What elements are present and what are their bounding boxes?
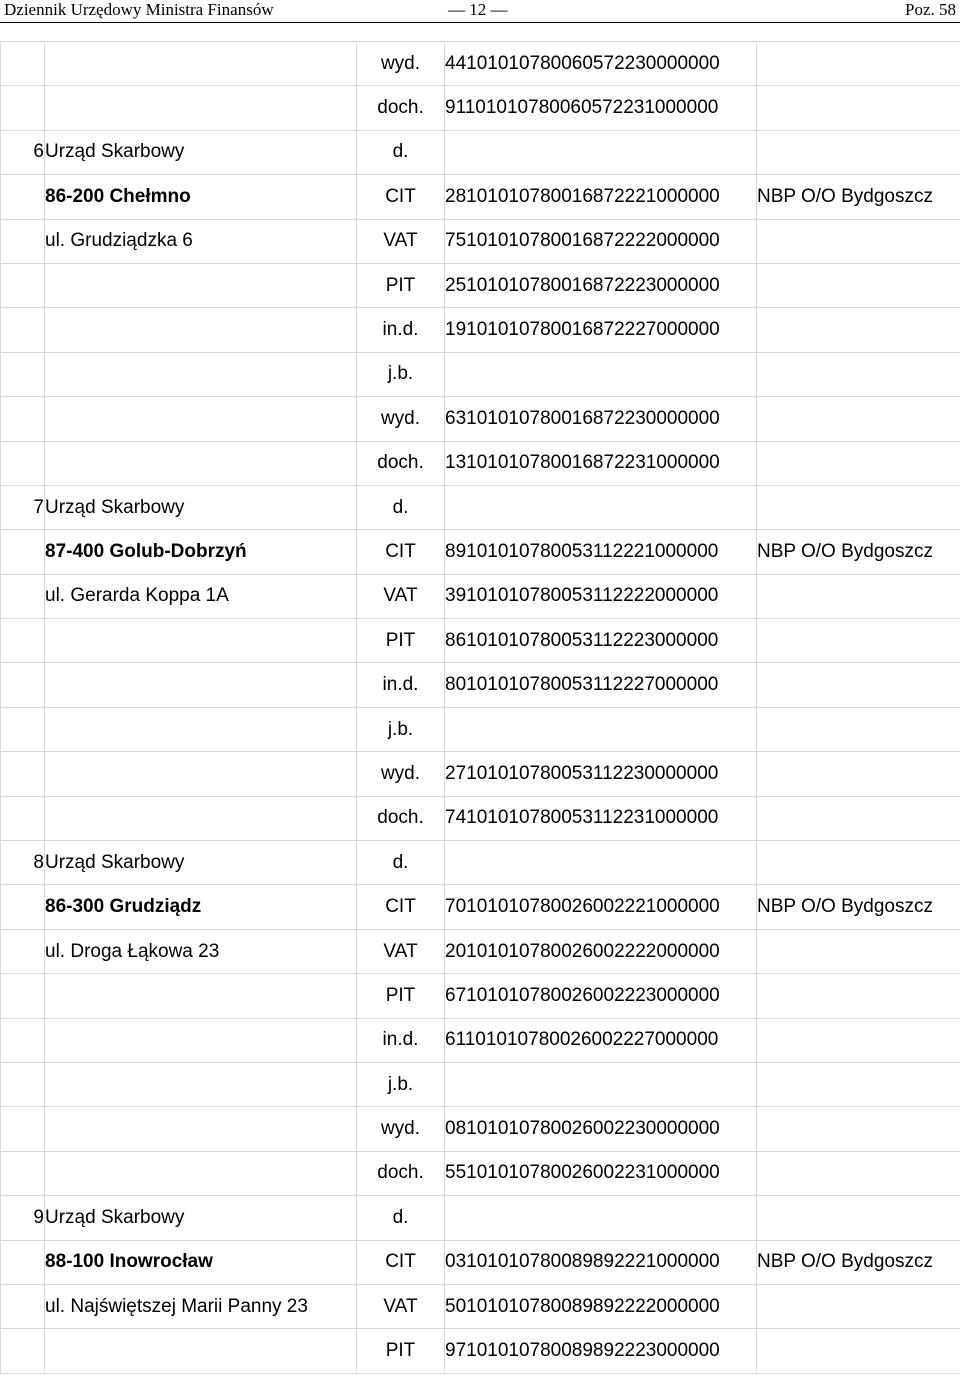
office-number — [1, 707, 45, 751]
bank-name-cell — [757, 441, 960, 485]
bank-name-cell: NBP O/O Bydgoszcz — [757, 175, 960, 219]
bank-name-cell — [757, 1062, 960, 1106]
account-number-cell: 39101010780053112222000000 — [445, 574, 757, 618]
payment-type-cell: CIT — [357, 530, 445, 574]
office-number — [1, 308, 45, 352]
office-number — [1, 441, 45, 485]
office-number — [1, 574, 45, 618]
table-row — [1, 929, 960, 973]
account-number-cell: 27101010780053112230000000 — [445, 752, 757, 796]
payment-type-cell: d. — [357, 485, 445, 529]
bank-name-cell — [757, 42, 960, 86]
payment-type-cell: in.d. — [357, 308, 445, 352]
bank-name-cell — [757, 1196, 960, 1240]
office-name-cell: 87-400 Golub-Dobrzyń — [45, 530, 357, 574]
table-row — [1, 841, 960, 885]
office-number — [1, 42, 45, 86]
bank-name-cell — [757, 574, 960, 618]
table-row — [1, 175, 960, 219]
office-name-cell — [45, 663, 357, 707]
account-number-cell: 03101010780089892221000000 — [445, 1240, 757, 1284]
account-number-cell: 25101010780016872223000000 — [445, 263, 757, 307]
account-number-cell — [445, 707, 757, 751]
bank-name-cell — [757, 130, 960, 174]
office-number — [1, 974, 45, 1018]
account-number-cell — [445, 1062, 757, 1106]
office-number — [1, 1151, 45, 1195]
account-number-cell: 50101010780089892222000000 — [445, 1284, 757, 1328]
payment-type-cell: VAT — [357, 219, 445, 263]
payment-type-cell: in.d. — [357, 1018, 445, 1062]
payment-type-cell: VAT — [357, 929, 445, 973]
bank-name-cell — [757, 86, 960, 130]
office-number — [1, 397, 45, 441]
table-row — [1, 1107, 960, 1151]
payment-type-cell: wyd. — [357, 397, 445, 441]
table-row — [1, 796, 960, 840]
payment-type-cell: PIT — [357, 1329, 445, 1373]
office-name-cell — [45, 796, 357, 840]
table-row — [1, 707, 960, 751]
payment-type-cell: doch. — [357, 1151, 445, 1195]
office-number — [1, 1018, 45, 1062]
office-number — [1, 752, 45, 796]
payment-type-cell: wyd. — [357, 752, 445, 796]
account-number-cell: 55101010780026002231000000 — [445, 1151, 757, 1195]
bank-name-cell — [757, 663, 960, 707]
account-number-cell: 91101010780060572231000000 — [445, 86, 757, 130]
office-number — [1, 885, 45, 929]
office-name-cell — [45, 42, 357, 86]
bank-name-cell — [757, 352, 960, 396]
account-number-cell: 97101010780089892223000000 — [445, 1329, 757, 1373]
office-name-cell — [45, 707, 357, 751]
payment-type-cell: d. — [357, 130, 445, 174]
table-row — [1, 485, 960, 529]
office-number — [1, 1284, 45, 1328]
payment-type-cell: wyd. — [357, 42, 445, 86]
office-name-cell — [45, 1151, 357, 1195]
table-row — [1, 1151, 960, 1195]
bank-name-cell — [757, 1284, 960, 1328]
office-number — [1, 663, 45, 707]
payment-type-cell: PIT — [357, 619, 445, 663]
bank-name-cell — [757, 974, 960, 1018]
table-row — [1, 397, 960, 441]
position-number: Poz. 58 — [905, 0, 956, 19]
account-number-cell: 80101010780053112227000000 — [445, 663, 757, 707]
payment-type-cell: j.b. — [357, 352, 445, 396]
account-number-cell: 20101010780026002222000000 — [445, 929, 757, 973]
bank-name-cell: NBP O/O Bydgoszcz — [757, 530, 960, 574]
office-name-cell: Urząd Skarbowy — [45, 485, 357, 529]
office-name-cell: ul. Droga Łąkowa 23 — [45, 929, 357, 973]
payment-type-cell: doch. — [357, 441, 445, 485]
bank-name-cell — [757, 308, 960, 352]
bank-name-cell — [757, 707, 960, 751]
office-name-cell: Urząd Skarbowy — [45, 1196, 357, 1240]
account-number-cell: 63101010780016872230000000 — [445, 397, 757, 441]
table-row — [1, 308, 960, 352]
office-name-cell: Urząd Skarbowy — [45, 841, 357, 885]
office-number — [1, 219, 45, 263]
payment-type-cell: PIT — [357, 974, 445, 1018]
table-row — [1, 619, 960, 663]
account-number-cell: 13101010780016872231000000 — [445, 441, 757, 485]
bank-name-cell — [757, 1018, 960, 1062]
payment-type-cell: wyd. — [357, 1107, 445, 1151]
payment-type-cell: CIT — [357, 175, 445, 219]
payment-type-cell: in.d. — [357, 663, 445, 707]
journal-title: Dziennik Urzędowy Ministra Finansów — [4, 0, 274, 19]
office-name-cell: 88-100 Inowrocław — [45, 1240, 357, 1284]
office-name-cell — [45, 352, 357, 396]
account-number-cell — [445, 130, 757, 174]
bank-name-cell — [757, 796, 960, 840]
office-number: 6 — [1, 130, 45, 174]
bank-name-cell — [757, 929, 960, 973]
office-name-cell: ul. Gerarda Koppa 1A — [45, 574, 357, 618]
table-row — [1, 1329, 960, 1373]
office-number — [1, 1062, 45, 1106]
account-number-cell: 61101010780026002227000000 — [445, 1018, 757, 1062]
payment-type-cell: CIT — [357, 885, 445, 929]
office-number — [1, 929, 45, 973]
account-number-cell: 28101010780016872221000000 — [445, 175, 757, 219]
office-name-cell — [45, 1062, 357, 1106]
office-name-cell — [45, 619, 357, 663]
account-number-cell — [445, 841, 757, 885]
bank-name-cell: NBP O/O Bydgoszcz — [757, 885, 960, 929]
payment-type-cell: CIT — [357, 1240, 445, 1284]
office-number — [1, 619, 45, 663]
office-number — [1, 352, 45, 396]
account-number-cell: 75101010780016872222000000 — [445, 219, 757, 263]
page-number: — 12 — — [448, 0, 508, 19]
table-row — [1, 974, 960, 1018]
office-name-cell: Urząd Skarbowy — [45, 130, 357, 174]
bank-name-cell — [757, 752, 960, 796]
account-number-cell — [445, 352, 757, 396]
office-name-cell — [45, 1018, 357, 1062]
office-number — [1, 1240, 45, 1284]
payment-type-cell: doch. — [357, 86, 445, 130]
office-number — [1, 263, 45, 307]
payment-type-cell: j.b. — [357, 1062, 445, 1106]
office-name-cell: ul. Grudziądzka 6 — [45, 219, 357, 263]
office-number — [1, 175, 45, 219]
account-number-cell: 89101010780053112221000000 — [445, 530, 757, 574]
table-row — [1, 263, 960, 307]
table-row — [1, 1284, 960, 1328]
bank-name-cell — [757, 219, 960, 263]
bank-name-cell — [757, 397, 960, 441]
office-name-cell — [45, 974, 357, 1018]
office-name-cell — [45, 1329, 357, 1373]
payment-type-cell: PIT — [357, 263, 445, 307]
table-row — [1, 574, 960, 618]
table-row — [1, 42, 960, 86]
table-row — [1, 130, 960, 174]
office-number — [1, 1107, 45, 1151]
office-number: 7 — [1, 485, 45, 529]
office-name-cell — [45, 1107, 357, 1151]
office-name-cell — [45, 308, 357, 352]
office-name-cell: ul. Najświętszej Marii Panny 23 — [45, 1284, 357, 1328]
bank-name-cell — [757, 1329, 960, 1373]
header-divider — [0, 22, 960, 23]
account-number-cell: 70101010780026002221000000 — [445, 885, 757, 929]
table-row — [1, 1240, 960, 1284]
tax-office-accounts-table — [0, 41, 960, 1374]
table-row — [1, 1196, 960, 1240]
payment-type-cell: j.b. — [357, 707, 445, 751]
table-row — [1, 663, 960, 707]
payment-type-cell: d. — [357, 841, 445, 885]
bank-name-cell — [757, 485, 960, 529]
office-number — [1, 530, 45, 574]
bank-name-cell — [757, 1107, 960, 1151]
account-number-cell: 08101010780026002230000000 — [445, 1107, 757, 1151]
bank-name-cell — [757, 619, 960, 663]
account-number-cell — [445, 1196, 757, 1240]
payment-type-cell: doch. — [357, 796, 445, 840]
office-name-cell — [45, 441, 357, 485]
payment-type-cell: d. — [357, 1196, 445, 1240]
office-name-cell: 86-300 Grudziądz — [45, 885, 357, 929]
account-number-cell: 86101010780053112223000000 — [445, 619, 757, 663]
payment-type-cell: VAT — [357, 574, 445, 618]
table-row — [1, 86, 960, 130]
table-row — [1, 219, 960, 263]
bank-name-cell: NBP O/O Bydgoszcz — [757, 1240, 960, 1284]
table-row — [1, 1018, 960, 1062]
table-row — [1, 885, 960, 929]
account-number-cell: 44101010780060572230000000 — [445, 42, 757, 86]
office-name-cell: 86-200 Chełmno — [45, 175, 357, 219]
bank-name-cell — [757, 841, 960, 885]
office-number — [1, 86, 45, 130]
account-number-cell: 74101010780053112231000000 — [445, 796, 757, 840]
office-number — [1, 1329, 45, 1373]
table-row — [1, 530, 960, 574]
account-number-cell: 67101010780026002223000000 — [445, 974, 757, 1018]
office-name-cell — [45, 397, 357, 441]
table-row — [1, 1062, 960, 1106]
bank-name-cell — [757, 1151, 960, 1195]
office-name-cell — [45, 263, 357, 307]
office-number: 8 — [1, 841, 45, 885]
payment-type-cell: VAT — [357, 1284, 445, 1328]
office-number — [1, 796, 45, 840]
page-header — [0, 0, 960, 20]
office-name-cell — [45, 86, 357, 130]
office-name-cell — [45, 752, 357, 796]
table-row — [1, 441, 960, 485]
account-number-cell: 19101010780016872227000000 — [445, 308, 757, 352]
table-row — [1, 352, 960, 396]
bank-name-cell — [757, 263, 960, 307]
table-row — [1, 752, 960, 796]
office-number: 9 — [1, 1196, 45, 1240]
account-number-cell — [445, 485, 757, 529]
